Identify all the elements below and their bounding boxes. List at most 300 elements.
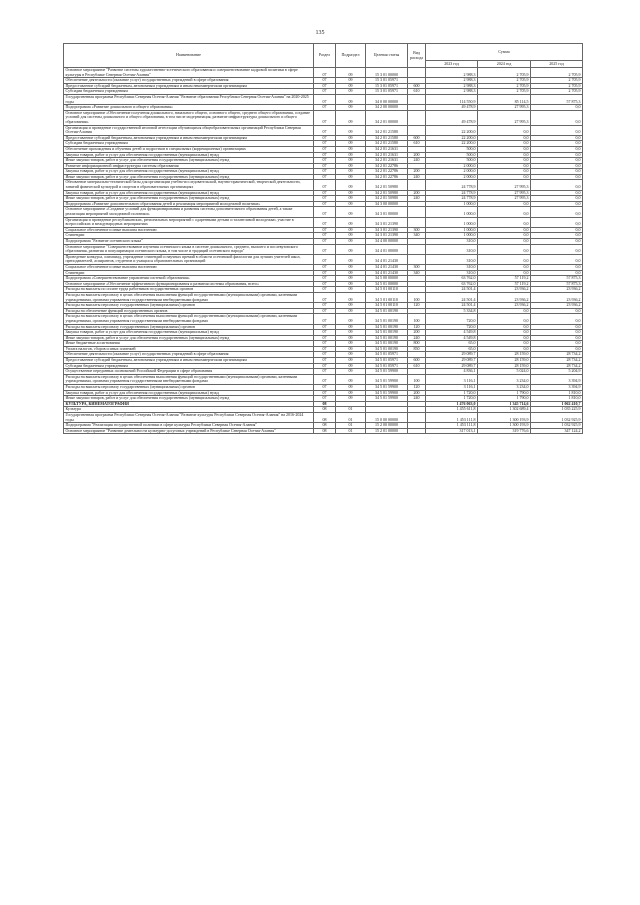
row-subsection-cell: 09 xyxy=(336,281,366,287)
row-article-cell: 34 2 01 50980 xyxy=(366,196,408,202)
row-subsection-cell: 09 xyxy=(336,308,366,314)
row-2024-value: 0,0 xyxy=(478,135,531,141)
row-name-cell: Подпрограмма "Развитие осетинского языка" xyxy=(64,239,314,245)
row-subsection-cell: 09 xyxy=(336,68,366,78)
table-row xyxy=(64,217,583,227)
header-expense-type: Вид расхода xyxy=(408,44,426,68)
row-section-cell: 07 xyxy=(314,207,336,217)
row-2024-value: 0,0 xyxy=(478,152,531,158)
row-2024-value: 1 790,0 xyxy=(478,396,531,402)
row-2023-value: 1 453 111,8 xyxy=(426,423,478,429)
row-2025-value: 0,0 xyxy=(531,335,583,341)
row-2023-value: 63 762,0 xyxy=(426,276,478,282)
row-name-cell: КУЛЬТУРА, КИНЕМАТОГРАФИЯ xyxy=(64,401,314,407)
row-2024-value: 319 776,6 xyxy=(478,428,531,434)
row-subsection-cell: 09 xyxy=(336,303,366,309)
row-name-cell: Основное мероприятие «Обеспечение получения дошкольного, начального общего, основного общего, среднего общего образования, создание условий для системы дошкольного и общего образования, в том числе модернизация, развитие инфраструктуры дошкольного и общего образования» xyxy=(64,110,314,125)
row-section-cell: 07 xyxy=(314,110,336,125)
row-2023-value: 310,0 xyxy=(426,239,478,245)
row-section-cell: 07 xyxy=(314,270,336,276)
row-article-cell: 34 5 01 00000 xyxy=(366,281,408,287)
row-name-cell: Расходы на выплаты персоналу государственных (муниципальных) органов xyxy=(64,324,314,330)
row-expense-cell xyxy=(408,244,426,254)
row-2025-value: 0,0 xyxy=(531,254,583,264)
row-name-cell: Культура xyxy=(64,407,314,413)
row-2023-value: 22 200,0 xyxy=(426,135,478,141)
row-section-cell: 07 xyxy=(314,227,336,233)
row-2025-value: 0,0 xyxy=(531,201,583,207)
row-name-cell: Организация и проведение республиканских, региональных мероприятий с одаренными детьми и талантливой молодежью, участие в всероссийских и международных мероприятиях xyxy=(64,217,314,227)
row-subsection-cell: 09 xyxy=(336,227,366,233)
row-section-cell: 07 xyxy=(314,352,336,358)
row-2024-value: 0,0 xyxy=(478,233,531,239)
row-name-cell: Субсидии бюджетным учреждениям xyxy=(64,363,314,369)
row-2025-value: 0,0 xyxy=(531,346,583,352)
row-name-cell: Расходы на выплаты персоналу в целях обеспечения выполнения функций государственными (муниципальными) органами, казенными учреждениями, органами управления государственными внебюджетными фондами xyxy=(64,292,314,302)
row-article-cell: 15 0 00 00000 xyxy=(366,413,408,423)
row-subsection-cell: 09 xyxy=(336,358,366,364)
row-article-cell: 34 5 01 05971 xyxy=(366,363,408,369)
row-name-cell: Иные закупки товаров, работ и услуг для обеспечения государственных (муниципальных) нужд xyxy=(64,335,314,341)
row-subsection-cell: 09 xyxy=(336,125,366,135)
row-expense-cell: 610 xyxy=(408,89,426,95)
row-article-cell: 34 3 01 00000 xyxy=(366,207,408,217)
row-section-cell: 07 xyxy=(314,314,336,324)
row-2025-value: 0,0 xyxy=(531,270,583,276)
row-2023-value: 720,0 xyxy=(426,324,478,330)
row-subsection-cell: 09 xyxy=(336,244,366,254)
row-name-cell: Основное мероприятие «Создание условий для функционирования и развития системы дополнительного образования детей, а также реализация мероприятий молодежной политики» xyxy=(64,207,314,217)
row-2025-value: 28 734,2 xyxy=(531,358,583,364)
row-article-cell: 34 2 01 00000 xyxy=(366,110,408,125)
row-2025-value: 1 035 225,9 xyxy=(531,407,583,413)
row-article-cell: 34 5 01 00190 xyxy=(366,324,408,330)
row-2025-value: 0,0 xyxy=(531,264,583,270)
row-subsection-cell: 09 xyxy=(336,352,366,358)
row-article-cell: 34 3 01 21390 xyxy=(366,217,408,227)
row-2024-value: 0,0 xyxy=(478,169,531,175)
row-2025-value: 0,0 xyxy=(531,135,583,141)
row-subsection-cell: 09 xyxy=(336,346,366,352)
row-expense-cell: 240 xyxy=(408,196,426,202)
header-year-2023: 2023 год xyxy=(426,61,478,68)
row-name-cell: Предоставление субсидий бюджетным, автономным учреждениям и иным некоммерческим организациям xyxy=(64,358,314,364)
header-sum: Сумма xyxy=(426,44,583,61)
row-name-cell: Субсидии бюджетным учреждениям xyxy=(64,141,314,147)
row-2025-value: 0,0 xyxy=(531,146,583,152)
row-article-cell: 34 5 01 59900 xyxy=(366,385,408,391)
row-section-cell: 07 xyxy=(314,201,336,207)
row-2023-value: 310,0 xyxy=(426,244,478,254)
row-subsection-cell: 09 xyxy=(336,254,366,264)
row-2024-value: 0,0 xyxy=(478,141,531,147)
row-article-cell: 34 5 01 00190 xyxy=(366,346,408,352)
row-subsection-cell: 09 xyxy=(336,201,366,207)
row-subsection-cell: 09 xyxy=(336,374,366,384)
row-article-cell: 34 4 01 21430 xyxy=(366,254,408,264)
row-article-cell: 34 2 01 21631 xyxy=(366,152,408,158)
row-2025-value: 57 875,3 xyxy=(531,94,583,104)
row-name-cell: Расходы на выплаты персоналу государственных (муниципальных) органов xyxy=(64,303,314,309)
row-expense-cell xyxy=(408,94,426,104)
row-expense-cell: 610 xyxy=(408,363,426,369)
row-article-cell: 34 5 01 00190 xyxy=(366,330,408,336)
row-2025-value: 0,0 xyxy=(531,244,583,254)
row-2023-value: 24 778,9 xyxy=(426,196,478,202)
row-2024-value: 1 300 193,9 xyxy=(478,423,531,429)
row-section-cell: 07 xyxy=(314,303,336,309)
row-name-cell: Закупка товаров, работ и услуг для обеспечения государственных (муниципальных) нужд xyxy=(64,169,314,175)
row-2025-value: 0,0 xyxy=(531,308,583,314)
row-2025-value: 0,0 xyxy=(531,314,583,324)
row-article-cell: 34 5 01 00190 xyxy=(366,335,408,341)
row-name-cell: Осуществление переданных полномочий Российской Федерации в сфере образования xyxy=(64,369,314,375)
row-name-cell: Основное мероприятие "Развитие деятельности культурно-досуговых учреждений в Республике Северная Осетия-Алания" xyxy=(64,428,314,434)
row-expense-cell: 340 xyxy=(408,270,426,276)
row-2024-value: 23 936,2 xyxy=(478,303,531,309)
table-row xyxy=(64,125,583,135)
row-2023-value: 2 988,3 xyxy=(426,89,478,95)
row-name-cell: Государственная программа Республики Северная Осетия-Алания "Развитие культуры Республики Северная Осетия-Алания" на 2016-2024 годы xyxy=(64,413,314,423)
row-section-cell: 07 xyxy=(314,244,336,254)
row-2023-value: 4 836,1 xyxy=(426,369,478,375)
table-row xyxy=(64,207,583,217)
row-2023-value: 310,0 xyxy=(426,254,478,264)
row-2025-value: 1 062 410,7 xyxy=(531,401,583,407)
row-article-cell: 34 5 01 05971 xyxy=(366,352,408,358)
row-2025-value: 0,0 xyxy=(531,217,583,227)
row-subsection-cell: 09 xyxy=(336,180,366,190)
table-body xyxy=(64,68,583,434)
table-row xyxy=(64,110,583,125)
row-2023-value: 2 988,3 xyxy=(426,68,478,78)
row-2025-value: 3 394,9 xyxy=(531,374,583,384)
row-article-cell: 34 5 01 59900 xyxy=(366,374,408,384)
row-subsection-cell: 09 xyxy=(336,152,366,158)
header-section: Раздел xyxy=(314,44,336,68)
row-article-cell: 34 3 01 21390 xyxy=(366,233,408,239)
row-2025-value: 57 875,3 xyxy=(531,276,583,282)
row-article-cell: 34 5 01 59900 xyxy=(366,390,408,396)
row-2025-value: 0,0 xyxy=(531,163,583,169)
row-name-cell: Обновление материально-технической базы для организации учебно-исследовательской, научно-практической, творческой деятельности, занятий физической культурой и спортом в образовательных организациях xyxy=(64,180,314,190)
row-section-cell: 07 xyxy=(314,363,336,369)
row-article-cell: 34 5 01 00110 xyxy=(366,287,408,293)
row-2023-value: 49 478,9 xyxy=(426,105,478,111)
row-subsection-cell: 09 xyxy=(336,94,366,104)
row-name-cell: Социальное обеспечение и иные выплаты населению xyxy=(64,264,314,270)
row-section-cell: 08 xyxy=(314,423,336,429)
row-article-cell: 34 4 01 00000 xyxy=(366,244,408,254)
row-article-cell: 34 5 01 59900 xyxy=(366,369,408,375)
row-2024-value: 85 114,5 xyxy=(478,94,531,104)
row-2023-value: 3 116,1 xyxy=(426,385,478,391)
row-expense-cell: 240 xyxy=(408,335,426,341)
row-subsection-cell: 09 xyxy=(336,135,366,141)
row-2025-value: 23 936,2 xyxy=(531,292,583,302)
row-section-cell: 07 xyxy=(314,335,336,341)
row-2024-value: 27 995,3 xyxy=(478,196,531,202)
row-2023-value: 2 988,3 xyxy=(426,83,478,89)
row-name-cell: Иные закупки товаров, работ и услуг для обеспечения государственных (муниципальных) нужд xyxy=(64,396,314,402)
row-article-cell: 34 4 00 00000 xyxy=(366,239,408,245)
row-subsection-cell: 09 xyxy=(336,169,366,175)
row-section-cell: 07 xyxy=(314,83,336,89)
row-2024-value: 0,0 xyxy=(478,254,531,264)
row-expense-cell: 200 xyxy=(408,190,426,196)
row-2025-value: 0,0 xyxy=(531,110,583,125)
row-2025-value: 1 810,0 xyxy=(531,396,583,402)
row-article-cell: 34 2 01 50980 xyxy=(366,180,408,190)
row-2023-value: 500,0 xyxy=(426,158,478,164)
row-section-cell: 07 xyxy=(314,141,336,147)
row-subsection-cell: 09 xyxy=(336,105,366,111)
row-name-cell: Закупка товаров, работ и услуг для обеспечения государственных (муниципальных) нужд xyxy=(64,190,314,196)
row-expense-cell: 120 xyxy=(408,303,426,309)
row-2023-value: 1 000,0 xyxy=(426,217,478,227)
row-2024-value: 0,0 xyxy=(478,174,531,180)
row-2024-value: 0,0 xyxy=(478,264,531,270)
row-expense-cell xyxy=(408,68,426,78)
row-2025-value: 347 124,2 xyxy=(531,428,583,434)
row-expense-cell xyxy=(408,110,426,125)
row-2024-value: 27 995,3 xyxy=(478,190,531,196)
row-name-cell: Обеспечение деятельности (оказание услуг) государственных учреждений в сфере образования xyxy=(64,78,314,84)
row-article-cell: 34 5 01 00110 xyxy=(366,303,408,309)
row-2024-value: 2 705,9 xyxy=(478,89,531,95)
row-name-cell: Расходы на выплаты персоналу в целях обеспечения выполнения функций государственными (муниципальными) органами, казенными учреждениями, органами управления государственными внебюджетными фондами xyxy=(64,374,314,384)
row-2025-value: 0,0 xyxy=(531,227,583,233)
row-expense-cell: 300 xyxy=(408,264,426,270)
row-name-cell: Расходы на выплаты персоналу в целях обеспечения выполнения функций государственными (муниципальными) органами, казенными учреждениями, органами управления государственными внебюджетными фондами xyxy=(64,314,314,324)
row-article-cell: 34 0 00 00000 xyxy=(366,94,408,104)
row-name-cell: Предоставление субсидий бюджетным, автономным учреждениям и иным некоммерческим организациям xyxy=(64,135,314,141)
row-subsection-cell: 09 xyxy=(336,270,366,276)
row-section-cell: 07 xyxy=(314,68,336,78)
row-article-cell: 34 2 01 50980 xyxy=(366,190,408,196)
row-name-cell: Уплата налогов, сборов и иных платежей xyxy=(64,346,314,352)
row-article-cell: 34 2 01 22786 xyxy=(366,169,408,175)
row-2024-value: 3 234,0 xyxy=(478,374,531,384)
row-2023-value: 29 089,7 xyxy=(426,358,478,364)
row-2024-value: 23 936,2 xyxy=(478,287,531,293)
row-2025-value: 28 734,2 xyxy=(531,363,583,369)
row-2024-value: 0,0 xyxy=(478,227,531,233)
row-expense-cell: 240 xyxy=(408,158,426,164)
row-section-cell: 07 xyxy=(314,125,336,135)
row-2024-value: 0,0 xyxy=(478,239,531,245)
row-2023-value: 317 013,1 xyxy=(426,428,478,434)
row-subsection-cell: 09 xyxy=(336,363,366,369)
header-name: Наименование xyxy=(64,44,314,68)
row-2024-value: 1 300 193,9 xyxy=(478,413,531,423)
row-article-cell: 34 5 01 00110 xyxy=(366,292,408,302)
row-2024-value: 0,0 xyxy=(478,335,531,341)
row-subsection-cell: 09 xyxy=(336,287,366,293)
row-section-cell: 07 xyxy=(314,239,336,245)
row-name-cell: Организация и проведение государственной итоговой аттестации обучающихся общеобразовательных организаций Республики Северная Осетия-Алания xyxy=(64,125,314,135)
row-section-cell: 07 xyxy=(314,158,336,164)
table-row xyxy=(64,244,583,254)
row-article-cell: 15 3 01 00000 xyxy=(366,68,408,78)
header-subsection: Подраздел xyxy=(336,44,366,68)
header-year-2024: 2024 год xyxy=(478,61,531,68)
row-name-cell: Подпрограмма «Развитие дошкольного и общего образования» xyxy=(64,105,314,111)
row-2023-value: 1 000,0 xyxy=(426,201,478,207)
budget-table-container xyxy=(63,43,582,434)
row-2023-value: 29 089,7 xyxy=(426,363,478,369)
row-subsection-cell: 09 xyxy=(336,146,366,152)
row-2023-value: 24 778,9 xyxy=(426,180,478,190)
header-article: Целевая статья xyxy=(366,44,408,68)
row-section-cell: 07 xyxy=(314,105,336,111)
row-2025-value: 0,0 xyxy=(531,152,583,158)
table-row xyxy=(64,254,583,264)
row-section-cell: 08 xyxy=(314,428,336,434)
row-expense-cell: 100 xyxy=(408,292,426,302)
row-subsection-cell: 09 xyxy=(336,390,366,396)
row-article-cell: 34 4 01 21430 xyxy=(366,270,408,276)
row-article-cell: 34 2 01 21580 xyxy=(366,125,408,135)
row-article-cell: 34 2 00 00000 xyxy=(366,105,408,111)
row-2024-value: 0,0 xyxy=(478,207,531,217)
row-expense-cell: 100 xyxy=(408,374,426,384)
row-2023-value: 49 478,9 xyxy=(426,110,478,125)
row-name-cell: Иные закупки товаров, работ и услуг для обеспечения государственных (муниципальных) нужд xyxy=(64,196,314,202)
row-2023-value: 29 089,7 xyxy=(426,352,478,358)
row-section-cell: 07 xyxy=(314,94,336,104)
row-expense-cell xyxy=(408,217,426,227)
row-2024-value: 28 159,0 xyxy=(478,363,531,369)
row-2025-value: 28 734,2 xyxy=(531,352,583,358)
row-2025-value: 0,0 xyxy=(531,330,583,336)
row-expense-cell: 850 xyxy=(408,346,426,352)
row-2024-value: 57 119,2 xyxy=(478,276,531,282)
row-2025-value: 0,0 xyxy=(531,141,583,147)
row-expense-cell: 200 xyxy=(408,152,426,158)
row-2025-value: 0,0 xyxy=(531,190,583,196)
row-article-cell: 34 5 01 59900 xyxy=(366,396,408,402)
row-expense-cell: 120 xyxy=(408,324,426,330)
table-row xyxy=(64,413,583,423)
row-article-cell: 34 5 01 00190 xyxy=(366,341,408,347)
row-name-cell: Основное мероприятие "Совершенствование изучения осетинского языка в системе дошкольного, среднего, высшего и послевузовского образования, развития и популяризации осетинского языка, в том числе и традиций осетинского народа" xyxy=(64,244,314,254)
row-section-cell: 07 xyxy=(314,292,336,302)
row-section-cell: 07 xyxy=(314,146,336,152)
row-name-cell: Субсидии бюджетным учреждениям xyxy=(64,89,314,95)
row-2024-value: 0,0 xyxy=(478,146,531,152)
row-2024-value: 0,0 xyxy=(478,158,531,164)
row-2024-value: 0,0 xyxy=(478,324,531,330)
row-subsection-cell: 09 xyxy=(336,335,366,341)
row-article-cell: 34 2 01 21580 xyxy=(366,135,408,141)
row-section-cell: 08 xyxy=(314,407,336,413)
row-subsection-cell: 09 xyxy=(336,385,366,391)
row-2023-value: 1 720,0 xyxy=(426,390,478,396)
row-name-cell: Социальное обеспечение и иные выплаты населению xyxy=(64,227,314,233)
row-2025-value: 0,0 xyxy=(531,174,583,180)
row-2024-value: 28 159,0 xyxy=(478,358,531,364)
row-2025-value: 0,0 xyxy=(531,158,583,164)
row-2024-value: 28 159,0 xyxy=(478,352,531,358)
row-2025-value: 1 032 925,9 xyxy=(531,423,583,429)
row-subsection-cell: 09 xyxy=(336,292,366,302)
row-expense-cell: 300 xyxy=(408,227,426,233)
row-2024-value: 0,0 xyxy=(478,163,531,169)
row-section-cell: 07 xyxy=(314,324,336,330)
budget-table xyxy=(63,43,583,434)
row-subsection-cell: 09 xyxy=(336,314,366,324)
row-article-cell: 34 5 00 00000 xyxy=(366,276,408,282)
row-section-cell: 07 xyxy=(314,358,336,364)
row-section-cell: 07 xyxy=(314,190,336,196)
row-2025-value: 0,0 xyxy=(531,169,583,175)
row-expense-cell xyxy=(408,428,426,434)
row-name-cell: Расходы на выплаты по оплате труда работников государственных органов xyxy=(64,287,314,293)
row-section-cell: 07 xyxy=(314,135,336,141)
row-subsection-cell: 09 xyxy=(336,330,366,336)
row-2025-value: 0,0 xyxy=(531,239,583,245)
row-section-cell: 07 xyxy=(314,174,336,180)
row-subsection-cell: 09 xyxy=(336,196,366,202)
row-2025-value: 0,0 xyxy=(531,324,583,330)
row-2023-value: 65,0 xyxy=(426,346,478,352)
row-2024-value: 0,0 xyxy=(478,125,531,135)
row-expense-cell xyxy=(408,413,426,423)
row-2024-value: 27 995,3 xyxy=(478,110,531,125)
row-expense-cell xyxy=(408,180,426,190)
row-section-cell: 07 xyxy=(314,78,336,84)
row-2025-value: 2 705,9 xyxy=(531,89,583,95)
row-2023-value: 4 549,8 xyxy=(426,335,478,341)
row-section-cell: 07 xyxy=(314,163,336,169)
row-article-cell: 34 5 01 00190 xyxy=(366,308,408,314)
row-2025-value: 0,0 xyxy=(531,180,583,190)
row-2025-value: 5 204,9 xyxy=(531,369,583,375)
row-2024-value: 0,0 xyxy=(478,314,531,324)
row-section-cell: 08 xyxy=(314,413,336,423)
row-2025-value: 0,0 xyxy=(531,341,583,347)
row-article-cell: 34 3 01 21390 xyxy=(366,227,408,233)
row-2024-value: 0,0 xyxy=(478,270,531,276)
row-expense-cell: 600 xyxy=(408,358,426,364)
row-2023-value: 1 455 611,8 xyxy=(426,407,478,413)
row-section-cell: 07 xyxy=(314,346,336,352)
row-article-cell: 15 2 00 00000 xyxy=(366,423,408,429)
row-2023-value: 2 000,0 xyxy=(426,174,478,180)
row-2024-value: 0,0 xyxy=(478,217,531,227)
row-article-cell: 15 3 01 05971 xyxy=(366,78,408,84)
row-2024-value: 27 995,3 xyxy=(478,180,531,190)
row-subsection-cell: 09 xyxy=(336,217,366,227)
table-row xyxy=(64,94,583,104)
row-2025-value: 0,0 xyxy=(531,233,583,239)
row-2025-value: 1 032 925,9 xyxy=(531,413,583,423)
row-name-cell: Обеспечение деятельности (оказание услуг) государственных учреждений в сфере образования xyxy=(64,352,314,358)
row-2025-value: 57 875,3 xyxy=(531,281,583,287)
row-2024-value: 2 705,9 xyxy=(478,68,531,78)
row-name-cell: Расходы на выплаты персоналу государственных (муниципальных) органов xyxy=(64,385,314,391)
row-subsection-cell: 09 xyxy=(336,264,366,270)
row-name-cell: Закупка товаров, работ и услуг для обеспечения государственных (муниципальных) нужд xyxy=(64,330,314,336)
row-section-cell: 07 xyxy=(314,396,336,402)
row-2023-value: 310,0 xyxy=(426,270,478,276)
row-2023-value: 2 988,3 xyxy=(426,78,478,84)
row-2023-value: 114 550,9 xyxy=(426,94,478,104)
row-section-cell: 07 xyxy=(314,308,336,314)
row-section-cell: 07 xyxy=(314,390,336,396)
row-expense-cell: 240 xyxy=(408,396,426,402)
